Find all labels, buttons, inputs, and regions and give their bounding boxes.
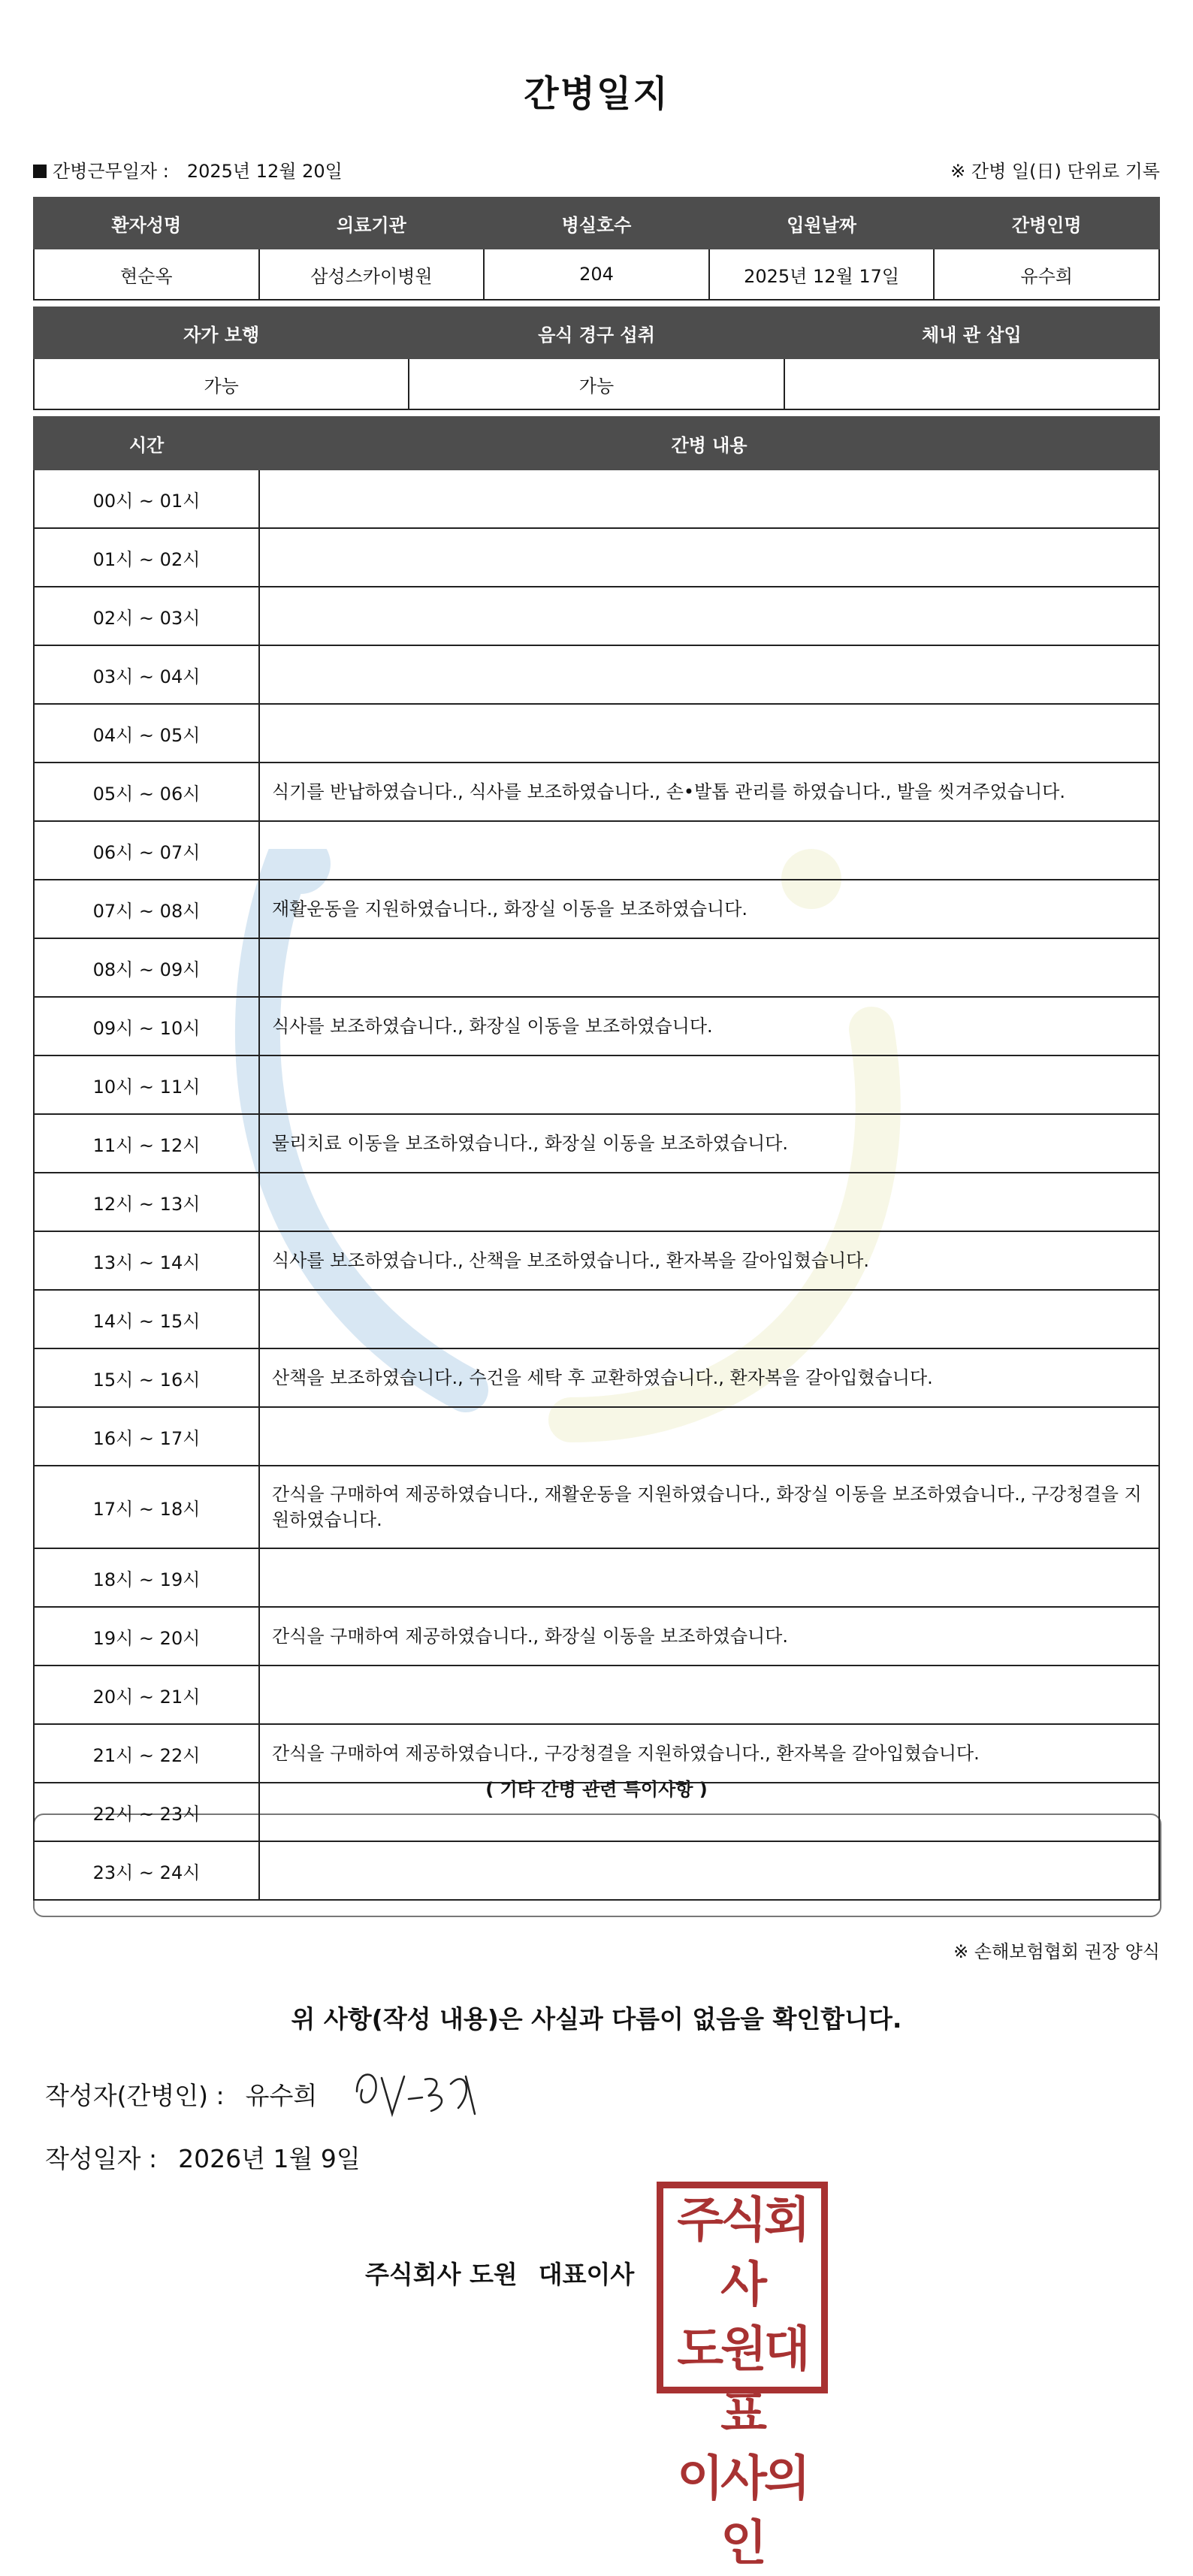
time-slot: 19시 ~ 20시	[34, 1607, 259, 1665]
care-content	[259, 1841, 1159, 1900]
care-log-row	[34, 1114, 1159, 1173]
care-log-body	[34, 470, 1159, 1900]
time-slot: 18시 ~ 19시	[34, 1548, 259, 1607]
care-log-row	[34, 1783, 1159, 1841]
care-log-row	[34, 1348, 1159, 1407]
representative-title: 대표이사	[538, 2260, 635, 2289]
time-slot: 22시 ~ 23시	[34, 1783, 259, 1841]
care-log-row	[34, 1055, 1159, 1114]
care-log-row	[34, 880, 1159, 938]
patient-status-header-row	[34, 307, 1159, 358]
care-content	[259, 1783, 1159, 1841]
care-log-row	[34, 1407, 1159, 1466]
care-log-row	[34, 1290, 1159, 1348]
hospital-header: 의료기관	[259, 198, 485, 249]
time-slot: 00시 ~ 01시	[34, 470, 259, 528]
care-content	[259, 1290, 1159, 1348]
care-log-row	[34, 704, 1159, 763]
care-content	[259, 821, 1159, 880]
care-content: 산책을 보조하였습니다., 수건을 세탁 후 교환하였습니다., 환자복을 갈아입혔습니다.	[259, 1348, 1159, 1407]
seal-line: 주식회사	[677, 2193, 808, 2313]
room-header: 병실호수	[484, 198, 709, 249]
care-log-row	[34, 645, 1159, 704]
admission-date: 2025년 12월 17일	[709, 249, 935, 300]
care-content-header: 간병 내용	[259, 417, 1159, 470]
time-slot: 12시 ~ 13시	[34, 1173, 259, 1231]
patient-info-value-row	[34, 249, 1159, 300]
time-slot: 16시 ~ 17시	[34, 1407, 259, 1466]
care-content	[259, 645, 1159, 704]
time-slot: 10시 ~ 11시	[34, 1055, 259, 1114]
self-walking-header: 자가 보행	[34, 307, 409, 358]
time-slot: 07시 ~ 08시	[34, 880, 259, 938]
patient-name-header: 환자성명	[34, 198, 259, 249]
tube-insertion-header: 체내 관 삽입	[784, 307, 1159, 358]
confirmation-statement: 위 사항(작성 내용)은 사실과 다름이 없음을 확인합니다.	[291, 2004, 902, 2034]
time-slot: 21시 ~ 22시	[34, 1724, 259, 1783]
oral-intake-header: 음식 경구 섭취	[409, 307, 784, 358]
work-date-value: 2025년 12월 20일	[186, 161, 343, 182]
form-note: ※ 손해보험협회 권장 양식	[953, 1941, 1160, 1962]
care-content	[259, 1665, 1159, 1724]
care-content	[259, 1055, 1159, 1114]
self-walking-value: 가능	[34, 358, 409, 409]
page-title: 간병일지	[524, 73, 669, 115]
care-log-row	[34, 938, 1159, 997]
care-log-row	[34, 1724, 1159, 1783]
work-date-line	[33, 156, 343, 183]
seal-line: 이사의인	[677, 2451, 808, 2571]
caregiver-header: 간병인명	[934, 198, 1159, 249]
writer-line	[45, 2076, 317, 2112]
writer-name: 유수희	[245, 2081, 318, 2110]
care-content: 간식을 구매하여 제공하였습니다., 구강청결을 지원하였습니다., 환자복을 갈아입혔습니다.	[259, 1724, 1159, 1783]
company-seal-stamp	[657, 2182, 828, 2571]
time-slot: 20시 ~ 21시	[34, 1665, 259, 1724]
time-slot: 05시 ~ 06시	[34, 763, 259, 821]
care-log-header-row	[34, 417, 1159, 470]
handwritten-signature	[353, 2061, 481, 2122]
written-date-label: 작성일자 :	[45, 2144, 158, 2173]
care-content: 식기를 반납하였습니다., 식사를 보조하였습니다., 손•발톱 관리를 하였습니다., 발을 씻겨주었습니다.	[259, 763, 1159, 821]
time-slot: 11시 ~ 12시	[34, 1114, 259, 1173]
care-log-row	[34, 1607, 1159, 1665]
company-name: 주식회사 도원	[365, 2260, 518, 2289]
care-content	[259, 938, 1159, 997]
care-content	[259, 528, 1159, 587]
time-header: 시간	[34, 417, 259, 470]
special-notes-title: ( 기타 간병 관련 특이사항 )	[485, 1779, 708, 1800]
care-content: 식사를 보조하였습니다., 화장실 이동을 보조하였습니다.	[259, 997, 1159, 1055]
work-date-label: 간병근무일자 :	[53, 161, 169, 182]
patient-status-value-row	[34, 358, 1159, 409]
care-log-row	[34, 1665, 1159, 1724]
time-slot: 14시 ~ 15시	[34, 1290, 259, 1348]
care-log-row	[34, 821, 1159, 880]
care-content	[259, 470, 1159, 528]
care-content: 간식을 구매하여 제공하였습니다., 화장실 이동을 보조하였습니다.	[259, 1607, 1159, 1665]
room-number: 204	[484, 249, 709, 300]
oral-intake-value: 가능	[409, 358, 784, 409]
care-log-row	[34, 528, 1159, 587]
care-content	[259, 704, 1159, 763]
time-slot: 15시 ~ 16시	[34, 1348, 259, 1407]
care-content	[259, 587, 1159, 645]
care-log-row	[34, 1231, 1159, 1290]
time-slot: 08시 ~ 09시	[34, 938, 259, 997]
time-slot: 23시 ~ 24시	[34, 1841, 259, 1900]
time-slot: 03시 ~ 04시	[34, 645, 259, 704]
written-date-line	[45, 2140, 361, 2175]
care-log-row	[34, 1173, 1159, 1231]
care-content: 간식을 구매하여 제공하였습니다., 재활운동을 지원하였습니다., 화장실 이동을 보조하였습니다., 구강청결을 지원하였습니다.	[259, 1466, 1159, 1548]
care-content: 재활운동을 지원하였습니다., 화장실 이동을 보조하였습니다.	[259, 880, 1159, 938]
admission-date-header: 입원날짜	[709, 198, 935, 249]
care-content: 물리치료 이동을 보조하였습니다., 화장실 이동을 보조하였습니다.	[259, 1114, 1159, 1173]
time-slot: 09시 ~ 10시	[34, 997, 259, 1055]
time-slot: 02시 ~ 03시	[34, 587, 259, 645]
company-line	[365, 2255, 634, 2291]
care-content	[259, 1407, 1159, 1466]
care-log-row	[34, 1841, 1159, 1900]
care-log-row	[34, 1548, 1159, 1607]
care-content	[259, 1548, 1159, 1607]
time-slot: 01시 ~ 02시	[34, 528, 259, 587]
care-log-row	[34, 470, 1159, 528]
care-log-row	[34, 1466, 1159, 1548]
care-log-row	[34, 997, 1159, 1055]
care-content	[259, 1173, 1159, 1231]
writer-label: 작성자(간병인) :	[45, 2081, 225, 2110]
caregiver-name: 유수희	[934, 249, 1159, 300]
hospital-name: 삼성스카이병원	[259, 249, 485, 300]
care-content: 식사를 보조하였습니다., 산책을 보조하였습니다., 환자복을 갈아입혔습니다.	[259, 1231, 1159, 1290]
time-slot: 06시 ~ 07시	[34, 821, 259, 880]
time-slot: 13시 ~ 14시	[34, 1231, 259, 1290]
seal-line: 도원대표	[677, 2322, 808, 2442]
patient-info-header-row	[34, 198, 1159, 249]
patient-info-table	[33, 197, 1160, 300]
written-date-value: 2026년 1월 9일	[178, 2144, 361, 2173]
care-log-row	[34, 587, 1159, 645]
tube-insertion-value	[784, 358, 1159, 409]
time-slot: 17시 ~ 18시	[34, 1466, 259, 1548]
care-log-row	[34, 763, 1159, 821]
time-slot: 04시 ~ 05시	[34, 704, 259, 763]
unit-note: ※ 간병 일(日) 단위로 기록	[950, 161, 1160, 182]
patient-name: 현순옥	[34, 249, 259, 300]
square-bullet-icon	[33, 165, 47, 178]
care-log-table	[33, 416, 1160, 1901]
patient-status-table	[33, 307, 1160, 410]
